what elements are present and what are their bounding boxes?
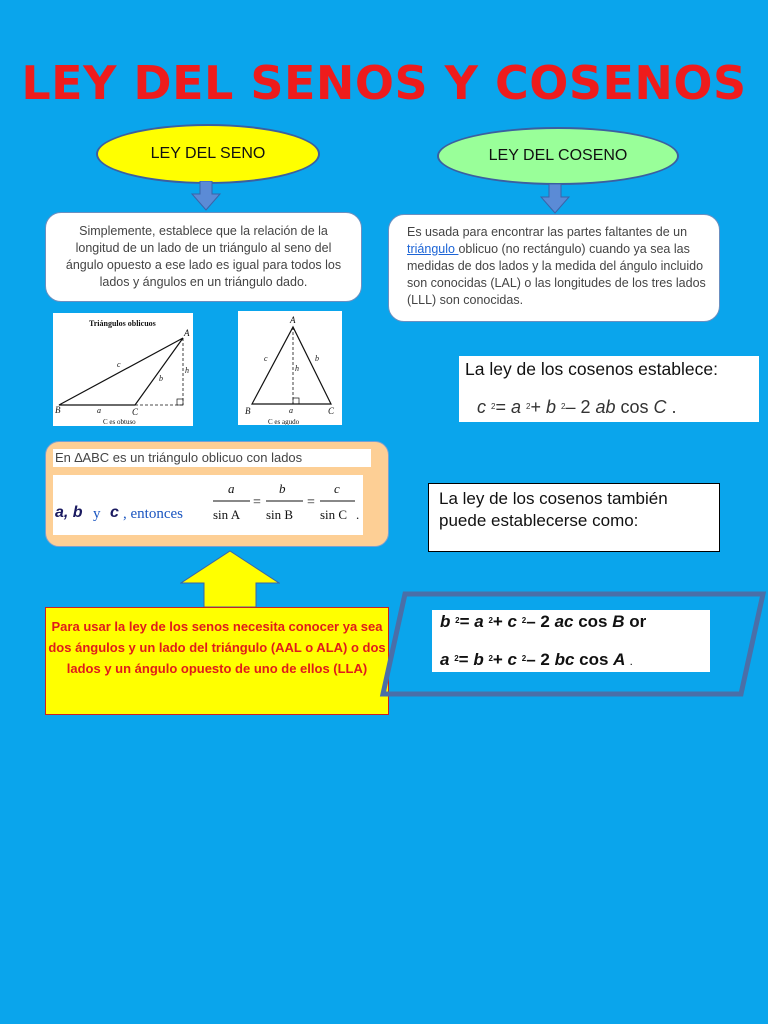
acute-triangle-figure <box>238 311 342 425</box>
vertex-label: C <box>132 407 139 417</box>
side-label: b <box>159 374 163 383</box>
triangle-type-label: C es agudo <box>268 418 300 425</box>
side-label: a <box>289 406 293 415</box>
formula-y: y <box>93 506 101 522</box>
vertex-label: C <box>328 406 335 416</box>
ley-cosenos-establece-title: La ley de los cosenos establece: <box>465 359 718 379</box>
svg-text:=: = <box>253 495 261 510</box>
vertex-label: B <box>245 406 251 416</box>
ley-cosenos-establece-box <box>459 356 759 422</box>
vertex-label: A <box>290 315 296 325</box>
formula-b-squared: b $^2$= a $^2$+ c $^2$– 2 ac cos B or <box>440 612 647 631</box>
ley-cosenos-alt-formulas <box>432 610 710 672</box>
ley-cosenos-formula: c $^2$= a $^2$+ b $^2$– 2 ab cos C . <box>477 397 677 417</box>
side-label: c <box>264 354 268 363</box>
formula-var-c: c <box>110 504 119 521</box>
ley-cosenos-tambien-box: La ley de los cosenos también puede establecerse como: <box>428 483 720 552</box>
ley-senos-note: Para usar la ley de los senos necesita conocer ya sea dos ángulos y un lado del triángulo (AAL o ALA) o dos lados y un ángulo opuesto de uno de ellos (LLA) <box>45 607 389 715</box>
vertex-label: B <box>55 405 61 415</box>
svg-text:=: = <box>307 495 315 510</box>
fraction-numerator: c <box>334 481 340 496</box>
figure-caption: Triángulos oblicuos <box>89 319 156 328</box>
formula-a-squared: a $^2$= b $^2$+ c $^2$– 2 bc cos A . <box>440 650 633 669</box>
coseno-description-before: Es usada para encontrar las partes faltantes de un <box>407 225 688 239</box>
down-arrow-icon <box>191 181 221 211</box>
coseno-description-box <box>388 214 720 322</box>
vertex-label: A <box>184 328 190 338</box>
coseno-description-after: oblicuo (no rectángulo) cuando ya sea las medidas de dos lados y la medida del ángulo incluido son conocidas (LAL) o las longitudes de los tres lados (LLL) son conocidas. <box>407 242 706 307</box>
seno-formula-intro: En ∆ABC es un triángulo oblicuo con lados <box>53 449 371 467</box>
side-label: h <box>295 364 299 373</box>
triangle-type-label: C es obtuso <box>103 418 136 426</box>
fraction-denominator: sin B <box>266 507 294 522</box>
ley-del-seno-heading: LEY DEL SENO <box>96 124 320 184</box>
ley-del-coseno-heading: LEY DEL COSENO <box>437 127 679 185</box>
seno-description-box <box>45 212 362 302</box>
obtuse-triangle-figure <box>53 313 193 426</box>
svg-text:.: . <box>356 507 360 522</box>
triangulo-link[interactable]: triángulo <box>407 242 459 256</box>
fraction-numerator: a <box>228 481 235 496</box>
side-label: b <box>315 354 319 363</box>
seno-description: Simplemente, establece que la relación de la longitud de un lado de un triángulo al seno del ángulo opuesto a ese lado es igual para todos los lados y ángulos en un triángulo dado. <box>65 224 342 289</box>
side-label: a <box>97 406 101 415</box>
fraction-denominator: sin A <box>213 507 241 522</box>
fraction-numerator: b <box>279 481 286 496</box>
down-arrow-icon <box>540 184 570 214</box>
page-title: LEY DEL SENOS Y COSENOS <box>21 56 747 110</box>
ley-senos-formula <box>53 475 363 535</box>
formula-vars-ab: a, b <box>55 504 83 521</box>
fraction-denominator: sin C <box>320 507 348 522</box>
side-label: h <box>185 366 189 375</box>
formula-entonces: , entonces <box>123 506 183 522</box>
up-arrow-icon <box>180 550 280 608</box>
side-label: c <box>117 360 121 369</box>
